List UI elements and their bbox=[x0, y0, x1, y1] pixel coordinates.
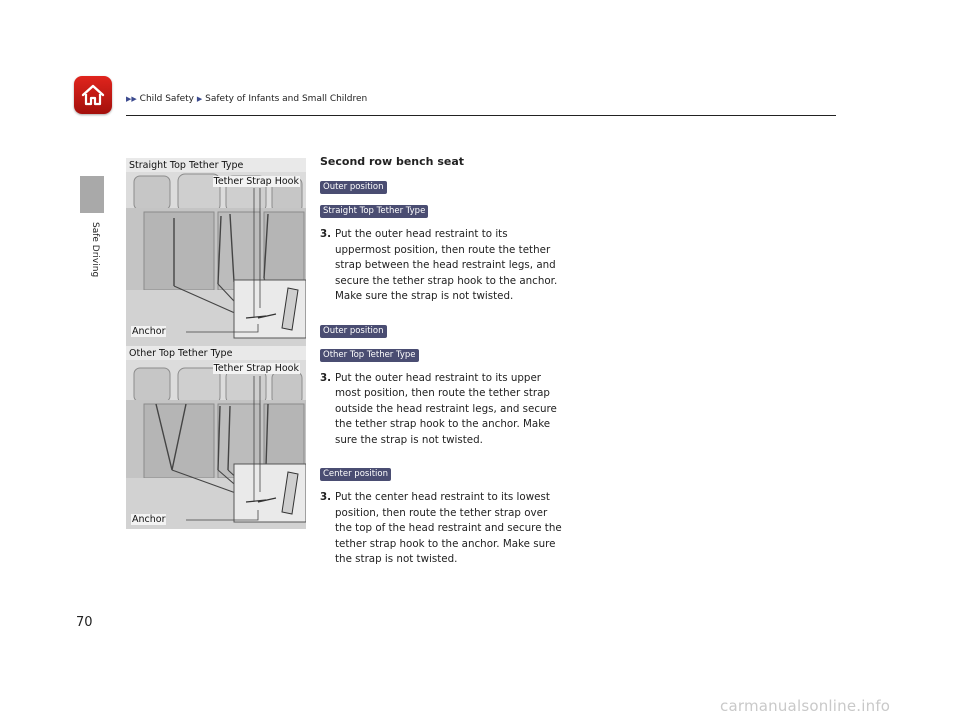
step-tags bbox=[320, 318, 565, 366]
step-number: 3. bbox=[320, 371, 332, 384]
step-item bbox=[320, 227, 565, 305]
breadcrumb-link-child-safety[interactable]: Child Safety bbox=[139, 94, 195, 104]
step-item bbox=[320, 371, 565, 449]
figure-other-top-tether bbox=[126, 346, 306, 529]
page-number: 70 bbox=[76, 615, 93, 630]
tag-outer-position: Outer position bbox=[320, 325, 387, 338]
callout-anchor: Anchor bbox=[132, 326, 166, 337]
breadcrumb-current: Safety of Infants and Small Children bbox=[205, 94, 368, 104]
callout-anchor: Anchor bbox=[132, 514, 166, 525]
header-divider bbox=[126, 115, 836, 116]
step-text: Put the outer head restraint to its upper most position, then route the tether strap outside the head restraint legs, and secure the tether strap hook to the anchor. Make sure the strap is not twisted. bbox=[335, 371, 557, 446]
step-number: 3. bbox=[320, 491, 332, 503]
section-title: Second row bench seat bbox=[320, 155, 465, 168]
breadcrumb bbox=[126, 94, 367, 104]
section-marker bbox=[80, 176, 104, 213]
figure-title: Other Top Tether Type bbox=[129, 348, 233, 359]
step-text: Put the outer head restraint to its uppermost position, then route the tether strap between the head restraint legs, and secure the tether strap hook to the anchor. Make sure the strap is not twisted. bbox=[335, 228, 558, 302]
tag-center-position: Center position bbox=[320, 468, 391, 481]
watermark: carmanualsonline.info bbox=[720, 697, 891, 715]
step-item bbox=[320, 490, 565, 568]
instructions bbox=[320, 155, 565, 581]
step-tags bbox=[320, 461, 565, 485]
step-text: Put the center head restraint to its lowest position, then route the tether strap over the top of the head restraint and secure the tether strap hook to the anchor. Make sure the strap is not twisted. bbox=[335, 491, 562, 565]
tag-straight-top-tether: Straight Top Tether Type bbox=[320, 205, 428, 218]
step-number: 3. bbox=[320, 228, 332, 240]
step-tags bbox=[320, 174, 565, 222]
triangle-right-icon: ▶ bbox=[196, 95, 203, 103]
home-button[interactable] bbox=[74, 76, 112, 114]
figure-title: Straight Top Tether Type bbox=[129, 160, 244, 171]
figure-straight-top-tether bbox=[126, 158, 306, 346]
tag-other-top-tether: Other Top Tether Type bbox=[320, 349, 419, 362]
callout-tether-strap-hook: Tether Strap Hook bbox=[213, 363, 299, 374]
tag-outer-position: Outer position bbox=[320, 181, 387, 194]
callout-tether-strap-hook: Tether Strap Hook bbox=[213, 176, 299, 187]
home-icon bbox=[80, 82, 106, 108]
side-tab-label: Safe Driving bbox=[90, 222, 100, 278]
triangle-right-icon: ▶▶ bbox=[126, 95, 137, 103]
